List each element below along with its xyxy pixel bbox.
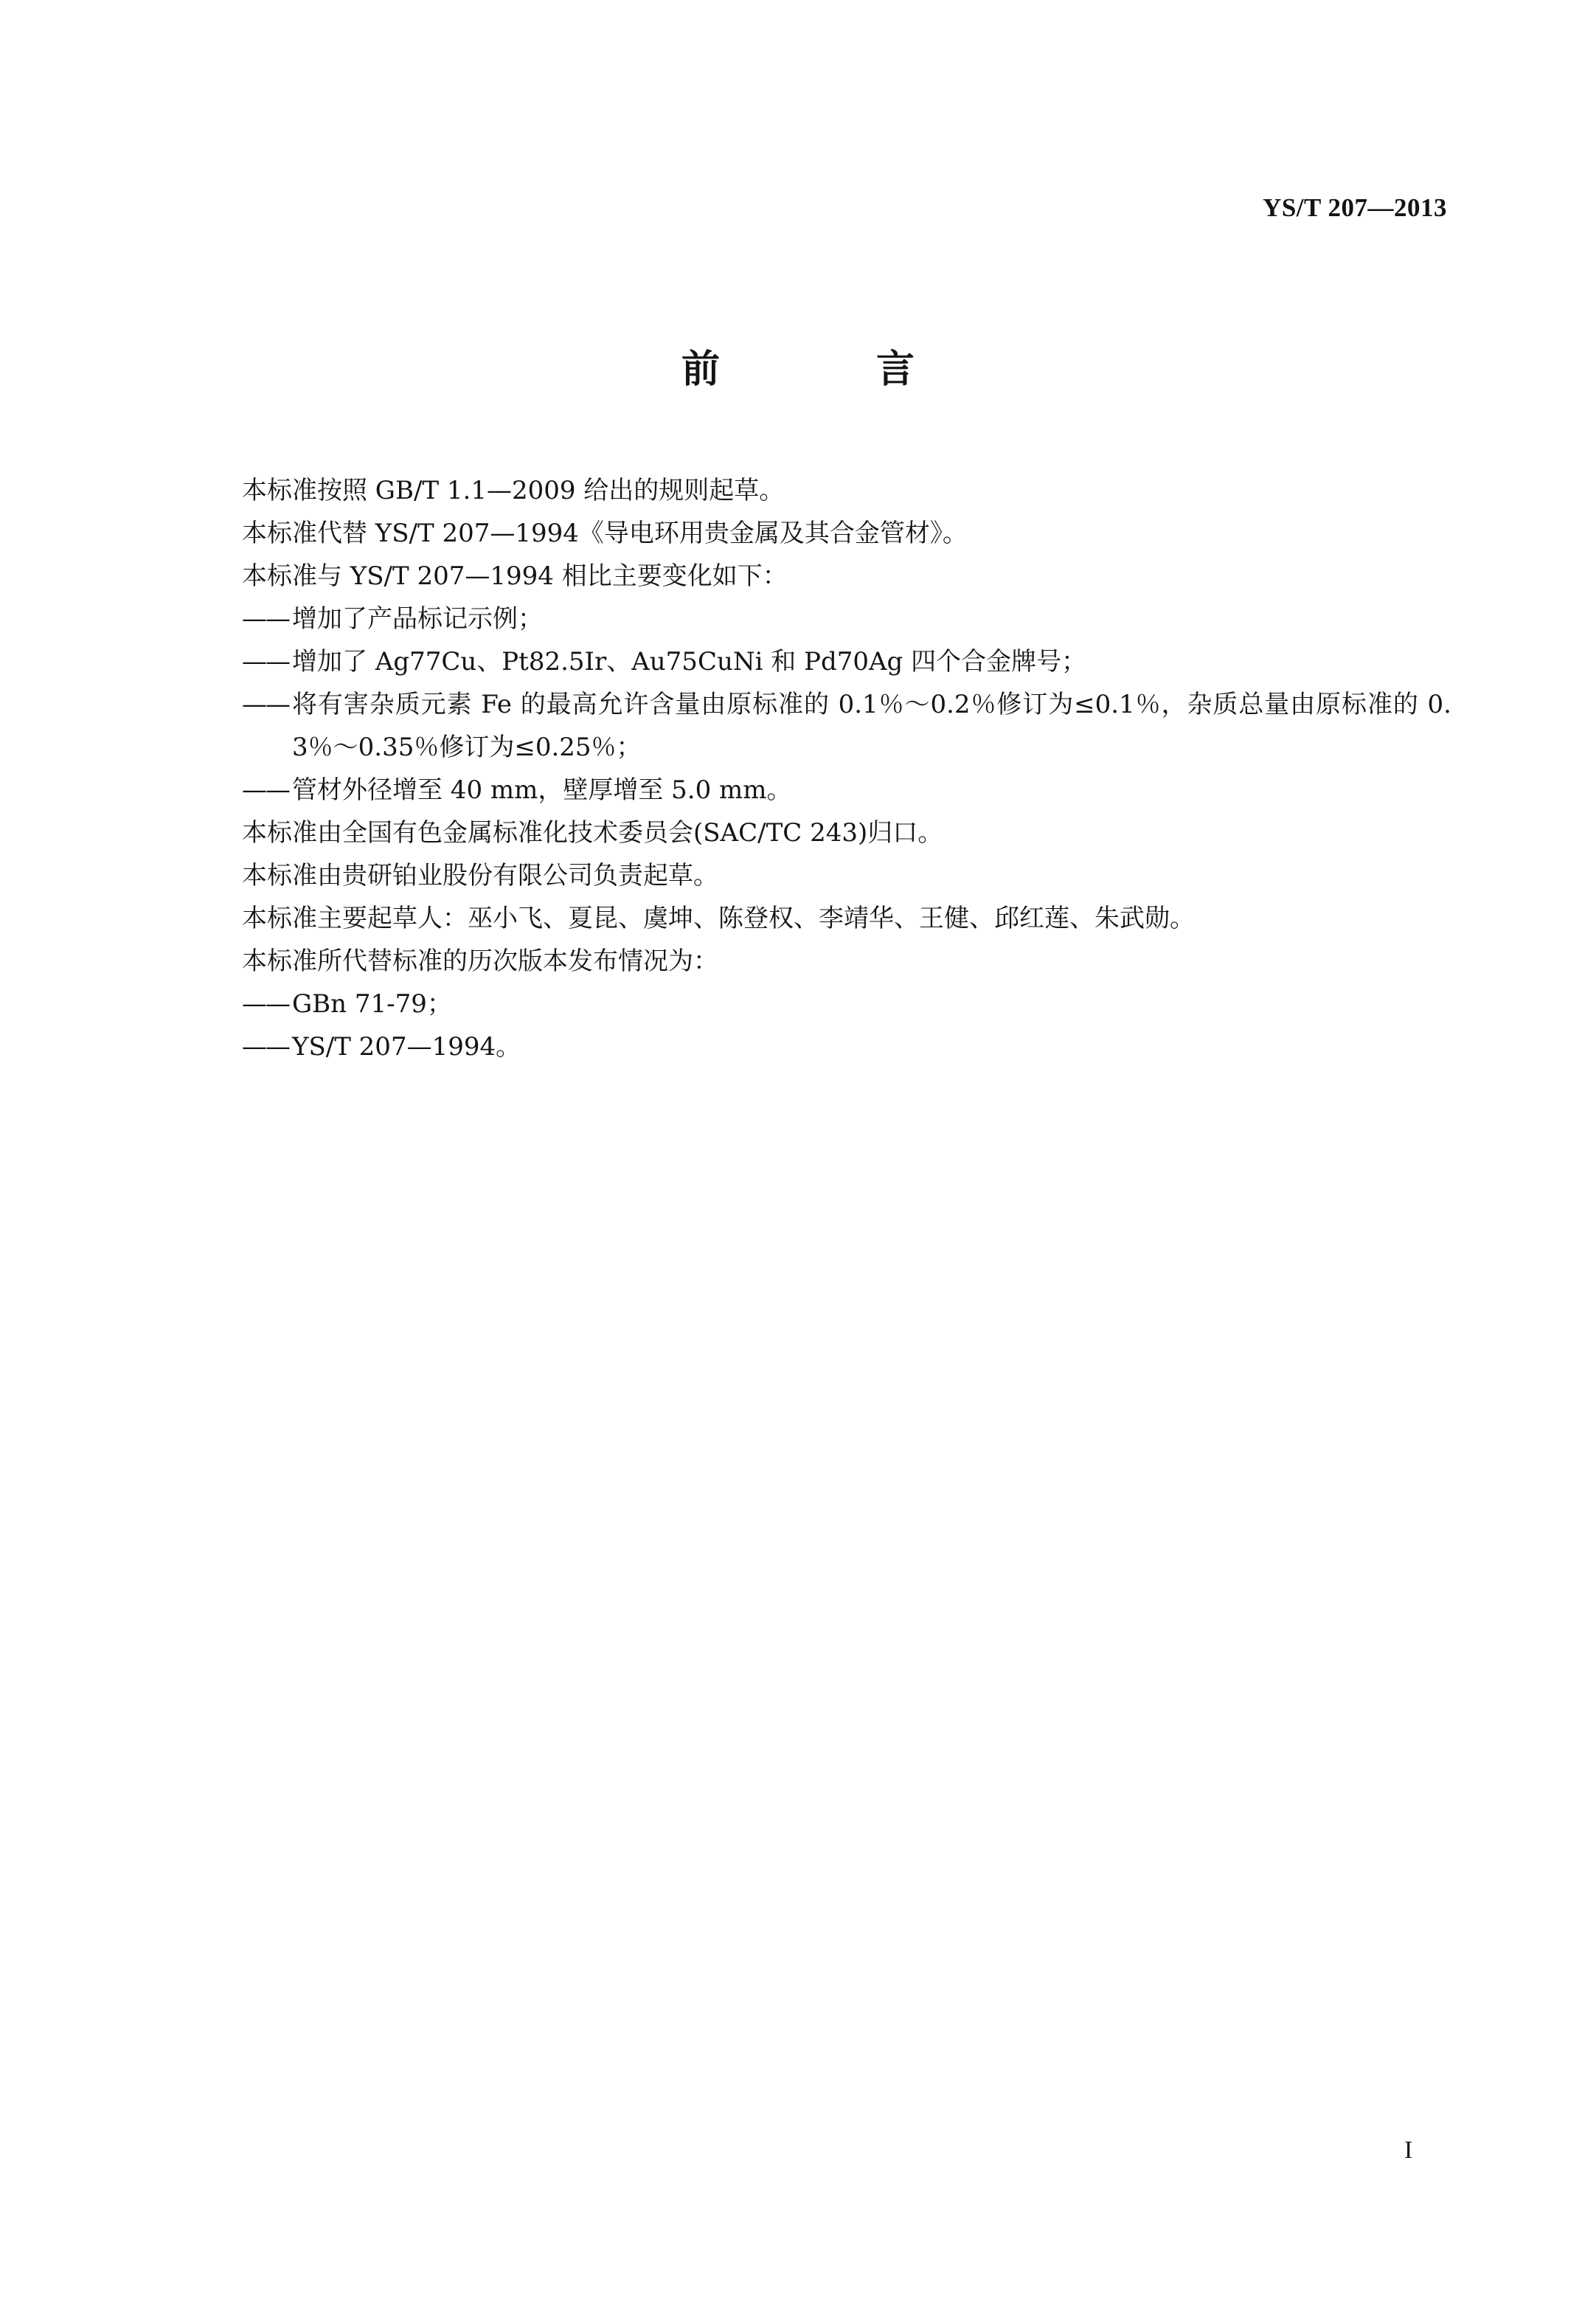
change-item bbox=[242, 640, 1451, 683]
dash-marker: —— bbox=[242, 604, 289, 634]
change-item bbox=[242, 769, 1451, 812]
responsible-committee-paragraph: 本标准由全国有色金属标准化技术委员会(SAC/TC 243)归口。 bbox=[242, 818, 943, 848]
history-item bbox=[242, 983, 1451, 1025]
history-item-text: YS/T 207—1994。 bbox=[292, 1032, 521, 1062]
dash-marker: —— bbox=[242, 989, 289, 1019]
change-item-text: 将有害杂质元素 Fe 的最高允许含量由原标准的 0.1％～0.2％修订为≤0.1％，杂质总量由原标准的 0.3％～0.35％修订为≤0.25％； bbox=[292, 690, 1451, 762]
replacement-paragraph: 本标准代替 YS/T 207—1994《导电环用贵金属及其合金管材》。 bbox=[242, 519, 968, 548]
change-item-text: 管材外径增至 40 mm，壁厚增至 5.0 mm。 bbox=[292, 775, 792, 805]
history-intro-paragraph: 本标准所代替标准的历次版本发布情况为： bbox=[242, 947, 718, 976]
change-item-text: 增加了产品标记示例； bbox=[292, 604, 543, 634]
standard-code: YS/T 207—2013 bbox=[1263, 193, 1447, 222]
change-item bbox=[242, 598, 1451, 640]
page-title: 前 言 bbox=[681, 347, 974, 392]
history-item bbox=[242, 1025, 1451, 1068]
history-item-text: GBn 71-79； bbox=[292, 989, 452, 1019]
dash-marker: —— bbox=[242, 775, 289, 805]
foreword-body bbox=[242, 469, 1451, 1068]
changes-intro-paragraph: 本标准与 YS/T 207—1994 相比主要变化如下： bbox=[242, 561, 788, 591]
drafting-rules-paragraph: 本标准按照 GB/T 1.1—2009 给出的规则起草。 bbox=[242, 476, 785, 505]
dash-marker: —— bbox=[242, 1032, 289, 1062]
change-item bbox=[242, 683, 1451, 769]
drafters-paragraph: 本标准主要起草人：巫小飞、夏昆、虞坤、陈登权、李靖华、王健、邱红莲、朱武勋。 bbox=[242, 904, 1195, 933]
dash-marker: —— bbox=[242, 647, 289, 677]
drafting-unit-paragraph: 本标准由贵研铂业股份有限公司负责起草。 bbox=[242, 861, 718, 890]
dash-marker: —— bbox=[242, 690, 289, 719]
change-item-text: 增加了 Ag77Cu、Pt82.5Ir、Au75CuNi 和 Pd70Ag 四个合金牌号； bbox=[292, 647, 1087, 677]
page-number: I bbox=[1404, 2136, 1413, 2164]
